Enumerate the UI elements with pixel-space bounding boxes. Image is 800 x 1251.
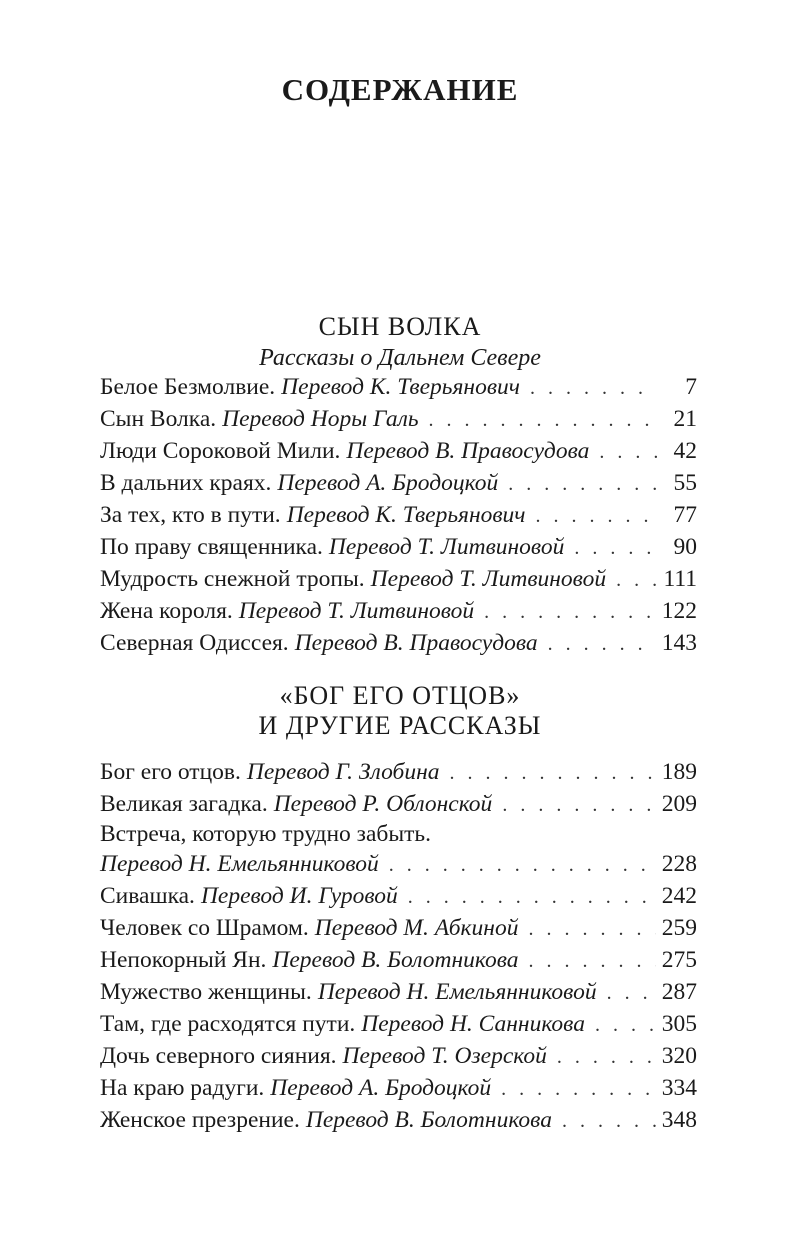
entry-title: Жена короля. — [100, 598, 233, 624]
entry-page: 90 — [673, 534, 697, 560]
entry-page: 42 — [673, 438, 697, 464]
entry-translator: Перевод В. Правосудова — [346, 438, 590, 464]
toc-entry[interactable] — [100, 789, 697, 821]
toc-entry[interactable] — [100, 404, 697, 436]
leader-dots — [501, 1078, 656, 1101]
leader-dots — [607, 982, 656, 1005]
entry-translator: Перевод А. Бродоцкой — [277, 470, 499, 496]
leader-dots — [530, 377, 657, 400]
entry-title: Сын Волка. — [100, 406, 217, 432]
entry-page: 287 — [661, 979, 697, 1005]
toc-entry[interactable] — [100, 468, 697, 500]
leader-dots — [595, 1014, 656, 1037]
entry-translator: Перевод Р. Облонской — [273, 791, 493, 817]
entry-page: 21 — [673, 406, 697, 432]
entry-translator: Перевод К. Тверьянович — [281, 374, 520, 400]
section-title: СЫН ВОЛКА — [318, 312, 482, 341]
leader-dots — [529, 950, 656, 973]
entry-page: 275 — [661, 947, 697, 973]
entry-translator: Перевод Норы Галь — [222, 406, 419, 432]
entry-page: 189 — [661, 759, 697, 785]
entry-page: 7 — [685, 374, 697, 400]
entry-translator: Перевод В. Болотникова — [305, 1107, 552, 1133]
entry-title: Человек со Шрамом. — [100, 915, 309, 941]
entry-title: За тех, кто в пути. — [100, 502, 281, 528]
toc-entry[interactable] — [100, 945, 697, 977]
section-heading-son-of-wolf — [0, 312, 800, 372]
entry-translator: Перевод Т. Литвиновой — [370, 566, 607, 592]
entry-translator: Перевод Т. Литвиновой — [238, 598, 475, 624]
entry-title: По праву священника. — [100, 534, 323, 560]
entry-page: 143 — [661, 630, 697, 656]
entry-page: 55 — [673, 470, 697, 496]
entry-translator: Перевод Н. Емельянниковой — [100, 851, 379, 877]
toc-entry[interactable] — [100, 757, 697, 789]
entry-page: 209 — [661, 791, 697, 817]
entry-page: 259 — [661, 915, 697, 941]
leader-dots — [429, 409, 657, 432]
toc-entry[interactable] — [100, 436, 697, 468]
leader-dots — [408, 886, 656, 909]
entry-title: Мужество женщины. — [100, 979, 312, 1005]
entry-title: Северная Одиссея. — [100, 630, 289, 656]
entry-title: Там, где расходятся пути. — [100, 1011, 356, 1037]
entry-title: Мудрость снежной тропы. — [100, 566, 365, 592]
toc-entry[interactable] — [100, 532, 697, 564]
leader-dots — [502, 794, 655, 817]
entry-page: 228 — [661, 851, 697, 877]
leader-dots — [536, 505, 657, 528]
entry-translator: Перевод К. Тверьянович — [286, 502, 526, 528]
toc-list-section1 — [100, 372, 697, 660]
toc-entry[interactable] — [100, 1041, 697, 1073]
entry-page: 122 — [661, 598, 697, 624]
entry-title: Женское презрение. — [100, 1107, 300, 1133]
entry-translator: Перевод В. Болотникова — [272, 947, 519, 973]
entry-translator: Перевод И. Гуровой — [200, 883, 398, 909]
entry-page: 77 — [673, 502, 697, 528]
entry-page: 111 — [663, 566, 697, 592]
entry-page: 242 — [661, 883, 697, 909]
leader-dots — [557, 1046, 656, 1069]
leader-dots — [484, 601, 656, 624]
entry-page: 334 — [661, 1075, 697, 1101]
entry-translator: Перевод Т. Литвиновой — [328, 534, 565, 560]
leader-dots — [574, 537, 657, 560]
section-heading-god-of-fathers — [0, 681, 800, 741]
entry-title: Белое Безмолвие. — [100, 374, 276, 400]
entry-translator: Перевод А. Бродоцкой — [270, 1075, 492, 1101]
entry-page: 348 — [661, 1107, 697, 1133]
entry-title: Непокорный Ян. — [100, 947, 267, 973]
section-title-line1: «БОГ ЕГО ОТЦОВ» — [279, 681, 521, 710]
leader-dots — [616, 569, 657, 592]
toc-entry[interactable] — [100, 977, 697, 1009]
toc-entry[interactable] — [100, 564, 697, 596]
entry-title: В дальних краях. — [100, 470, 272, 496]
leader-dots — [562, 1110, 656, 1133]
toc-entry[interactable] — [100, 821, 697, 881]
entry-translator: Перевод Н. Емельянниковой — [317, 979, 597, 1005]
toc-entry[interactable] — [100, 1105, 697, 1137]
entry-page: 320 — [661, 1043, 697, 1069]
toc-entry[interactable] — [100, 881, 697, 913]
entry-translator: Перевод Т. Озерской — [342, 1043, 547, 1069]
leader-dots — [508, 473, 657, 496]
entry-title: Встреча, которую трудно забыть. — [100, 821, 431, 847]
page-title: СОДЕРЖАНИЕ — [281, 72, 519, 107]
entry-translator: Перевод М. Абкиной — [314, 915, 519, 941]
entry-title: Дочь северного сияния. — [100, 1043, 337, 1069]
toc-entry[interactable] — [100, 596, 697, 628]
entry-translator: Перевод В. Правосудова — [294, 630, 538, 656]
leader-dots — [389, 854, 656, 877]
leader-dots — [528, 918, 655, 941]
entry-translator: Перевод Г. Злобина — [246, 759, 440, 785]
leader-dots — [599, 441, 657, 464]
section-title-line2: И ДРУГИЕ РАССКАЗЫ — [258, 711, 542, 740]
toc-entry[interactable] — [100, 628, 697, 660]
toc-entry[interactable] — [100, 1009, 697, 1041]
entry-title: Люди Сороковой Мили. — [100, 438, 341, 464]
toc-entry[interactable] — [100, 913, 697, 945]
entry-title: Сивашка. — [100, 883, 195, 909]
leader-dots — [548, 633, 656, 656]
entry-page: 305 — [661, 1011, 697, 1037]
toc-entry[interactable] — [100, 1073, 697, 1105]
section-subtitle: Рассказы о Дальнем Севере — [259, 345, 541, 371]
toc-list-section2 — [100, 757, 697, 1137]
toc-entry[interactable] — [100, 372, 697, 404]
entry-title: Великая загадка. — [100, 791, 268, 817]
entry-title: Бог его отцов. — [100, 759, 241, 785]
leader-dots — [450, 762, 656, 785]
entry-title: На краю радуги. — [100, 1075, 265, 1101]
entry-translator: Перевод Н. Санникова — [361, 1011, 585, 1037]
toc-entry[interactable] — [100, 500, 697, 532]
